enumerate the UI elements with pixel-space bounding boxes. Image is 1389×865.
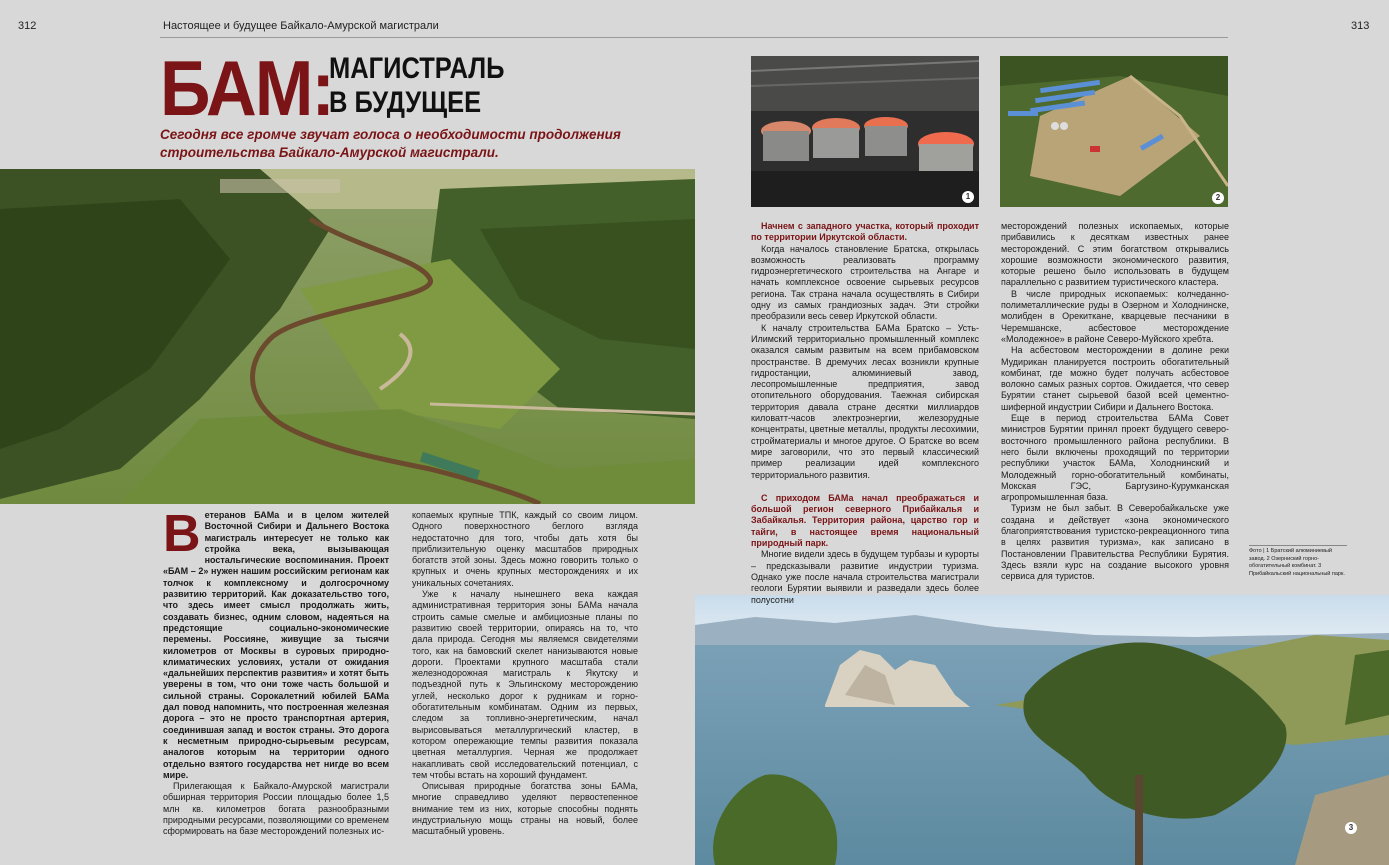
paragraph: К началу строительства БАМа Братско – Усть-Илимский территориально промышленный комплекс оказался самым развитым на всем прибамовском пространстве. В дремучих лесах возникли крупные гидростанции, алюминиевый завод, лесопромышленные предприятия, завод отопительного оборудования. Таежная сибирская территория давала стране десятки миллиардов киловатт-часов электроэнергии, железорудные концентраты, цветные металлы, продукты лесохимии, стройматериалы и многое другое. О Братске во всем мире заговорили, что это первый классический пример реализации идей комплексного территориального развития. — [751, 322, 979, 480]
paragraph: Когда началось становление Братска, открылась возможность реализовать программу гидроэнергетического строительства на Ангаре и начать комплексное освоение сырьевых ресурсов региона. Так страна начала осуществлять в Сибири одну из самых грандиозных задач. Эти стройки преобразили весь север Иркутской области. — [751, 243, 979, 322]
headline-bam: БАМ: — [160, 44, 334, 132]
text-column-1 — [163, 505, 389, 838]
photo-number-2: 2 — [1212, 192, 1224, 204]
section-heading-irkutsk: Начнем с западного участка, который проходит по территории Иркутской области. — [751, 221, 979, 243]
paragraph: месторождений полезных ископаемых, которые прибавились к десяткам известных ранее месторождений. С этим богатством открывались хорошие возможности экономического развития, которые решено было использовать в будущем параллельно с развитием туристического кластера. — [1001, 221, 1229, 288]
mining-plant-photo — [1000, 56, 1228, 207]
paragraph: Еще в период строительства БАМа Совет министров Бурятии принял проект будущего северо-восточного промышленного района республики. В него были включены проходящий по территории республики участок БАМа, Холоднинский и Молодежный горно-обогатительный комбинаты, Мокская ГЭС, Баргузино-Курумканская агропромышленная база. — [1001, 413, 1229, 503]
headline-line-1: МАГИСТРАЛЬ — [329, 52, 505, 85]
photo-number-3: 3 — [1345, 822, 1357, 834]
subtitle: Сегодня все громче звучат голоса о необходимости продолжения строительства Байкало-Амурской магистрали. — [160, 127, 621, 160]
paragraph: В числе природных ископаемых: колчеданно-полиметаллические руды в Озерном и Холоднинске, молибден в Орекиткане, кварцевые песчаники в Черемшанске, асбестовое месторождение «Молодежное» в районе Северо-Муйского хребта. — [1001, 288, 1229, 344]
headline-line-2: В БУДУЩЕЕ — [329, 86, 482, 119]
photo-caption: Фото | 1 Братский алюминиевый завод. 2 Озерниский горно-обогатительный комбинат. 3 Прибайкальский национальный парк. — [1249, 545, 1347, 578]
paragraph: Многие видели здесь в будущем турбазы и курорты – предсказывали развитие индустрии туризма. Однако уже после начала строительства магистрали геологи Бурятии выявили и разведали здесь более полусотни — [751, 549, 979, 605]
drop-cap: В — [163, 505, 201, 563]
paragraph: копаемых крупные ТПК, каждый со своим лицом. Одного поверхностного беглого взгляда недостаточно для того, чтобы дать хотя бы приблизительную оценку масштабов природных богатств этой зоны. Здесь можно говорить только о крупных и очень крупных месторождениях и их уникальных сочетаниях. — [412, 510, 638, 588]
running-title: Настоящее и будущее Байкало-Амурской магистрали — [163, 20, 439, 32]
paragraph: Описывая природные богатства зоны БАМа, многие справедливо уделяют первостепенное внимание тем из них, которые способны поднять индустриальную мощь страны на новый, более масштабный уровень. — [412, 781, 638, 837]
lead-text: етеранов БАМа и в целом жителей Восточной Сибири и Дальнего Востока магистраль интересует не только как стройка века, вызывающая ностальгические воспоминания. Проект «БАМ – 2» нужен нашим российским регионам как толчок к комплексному и долгосрочному развитию территорий. Как доказательство того, что здесь имеет смысл продолжать жить, создавать бизнес, одним словом, надеяться на предстоящие социально-экономические перемены. Россияне, живущие за тысячи километров от Москвы в суровых природно-климатических условиях, устали от ожидания «дальнейших перспектив развития» и хотят быть уверены в том, что они тоже часть большой и сильной страны. Сорокалетний юбилей БАМа дал повод напомнить, что построенная железная дорога – это не просто транспортная артерия, соединившая запад и восток страны. Это дорога к несметным природно-сырьевым ресурсам, аналогов которым на территории одного отдельно взятого государства нет нигде во всем мире. — [163, 510, 389, 780]
railway-photo — [0, 169, 695, 504]
text-column-3 — [751, 221, 979, 606]
paragraph: Прилегающая к Байкало-Амурской магистрали обширная территория России площадью более 1,5 млн кв. километров богата разнообразными природными ресурсами, позволяющими со временем сформировать на базе месторождений полезных ис- — [163, 781, 389, 837]
lead-paragraph — [163, 505, 389, 781]
section-heading-pribaikalye: С приходом БАМа начал преображаться и большой регион северного Прибайкалья и Забайкалья. Территория района, царство гор и тайги, в настоящее время национальный природный парк. — [751, 492, 979, 549]
paragraph: На асбестовом месторождении в долине реки Мудирикан планируется построить обогатительный комбинат, где можно будет получать асбестовое волокно самых разных сортов. Ожидается, что север Бурятии станет сырьевой базой всей цементно-шиферной индустрии Сибири и Дальнего Востока. — [1001, 345, 1229, 412]
headline-secondary — [329, 52, 505, 120]
text-column-4 — [1001, 221, 1229, 583]
photo-number-1: 1 — [962, 191, 974, 203]
baikal-photo — [695, 595, 1389, 865]
page-number-left: 312 — [18, 20, 37, 32]
header-rule — [160, 37, 1228, 38]
page-number-right: 313 — [1351, 20, 1370, 32]
text-column-2 — [412, 510, 638, 838]
paragraph: Туризм не был забыт. В Северобайкальске уже создана и действует «зона экономического благоприятствования туристско-рекреационного типа в целях развития туризма», как записано в Постановлении Правительства Республики Бурятия. Здесь взяли курс на создание высокого уровня сервиса для туристов. — [1001, 503, 1229, 582]
paragraph: Уже к началу нынешнего века каждая административная территория зоны БАМа начала строить самые смелые и амбициозные планы по развитию своей территории, опираясь на то, что дала природа. Сегодня мы являемся свидетелями того, как на бамовский скелет нанизываются новые дороги. Проектами крупного масштаба стали железнодорожная магистраль к Якутску и подъездной путь к Эльгинскому месторождению углей, несколько дорог к рудникам и горно-обогатительным комбинатам. Одним из первых, следом за топливно-энергетическим, начал вырисовываться металлургический кластер, в котором опережающие темпы развития показала цветная металлургия. Черная же продолжает накапливать свой исследовательский потенциал, с тем чтобы встать на хороший фундамент. — [412, 589, 638, 780]
aluminium-plant-photo — [751, 56, 979, 207]
